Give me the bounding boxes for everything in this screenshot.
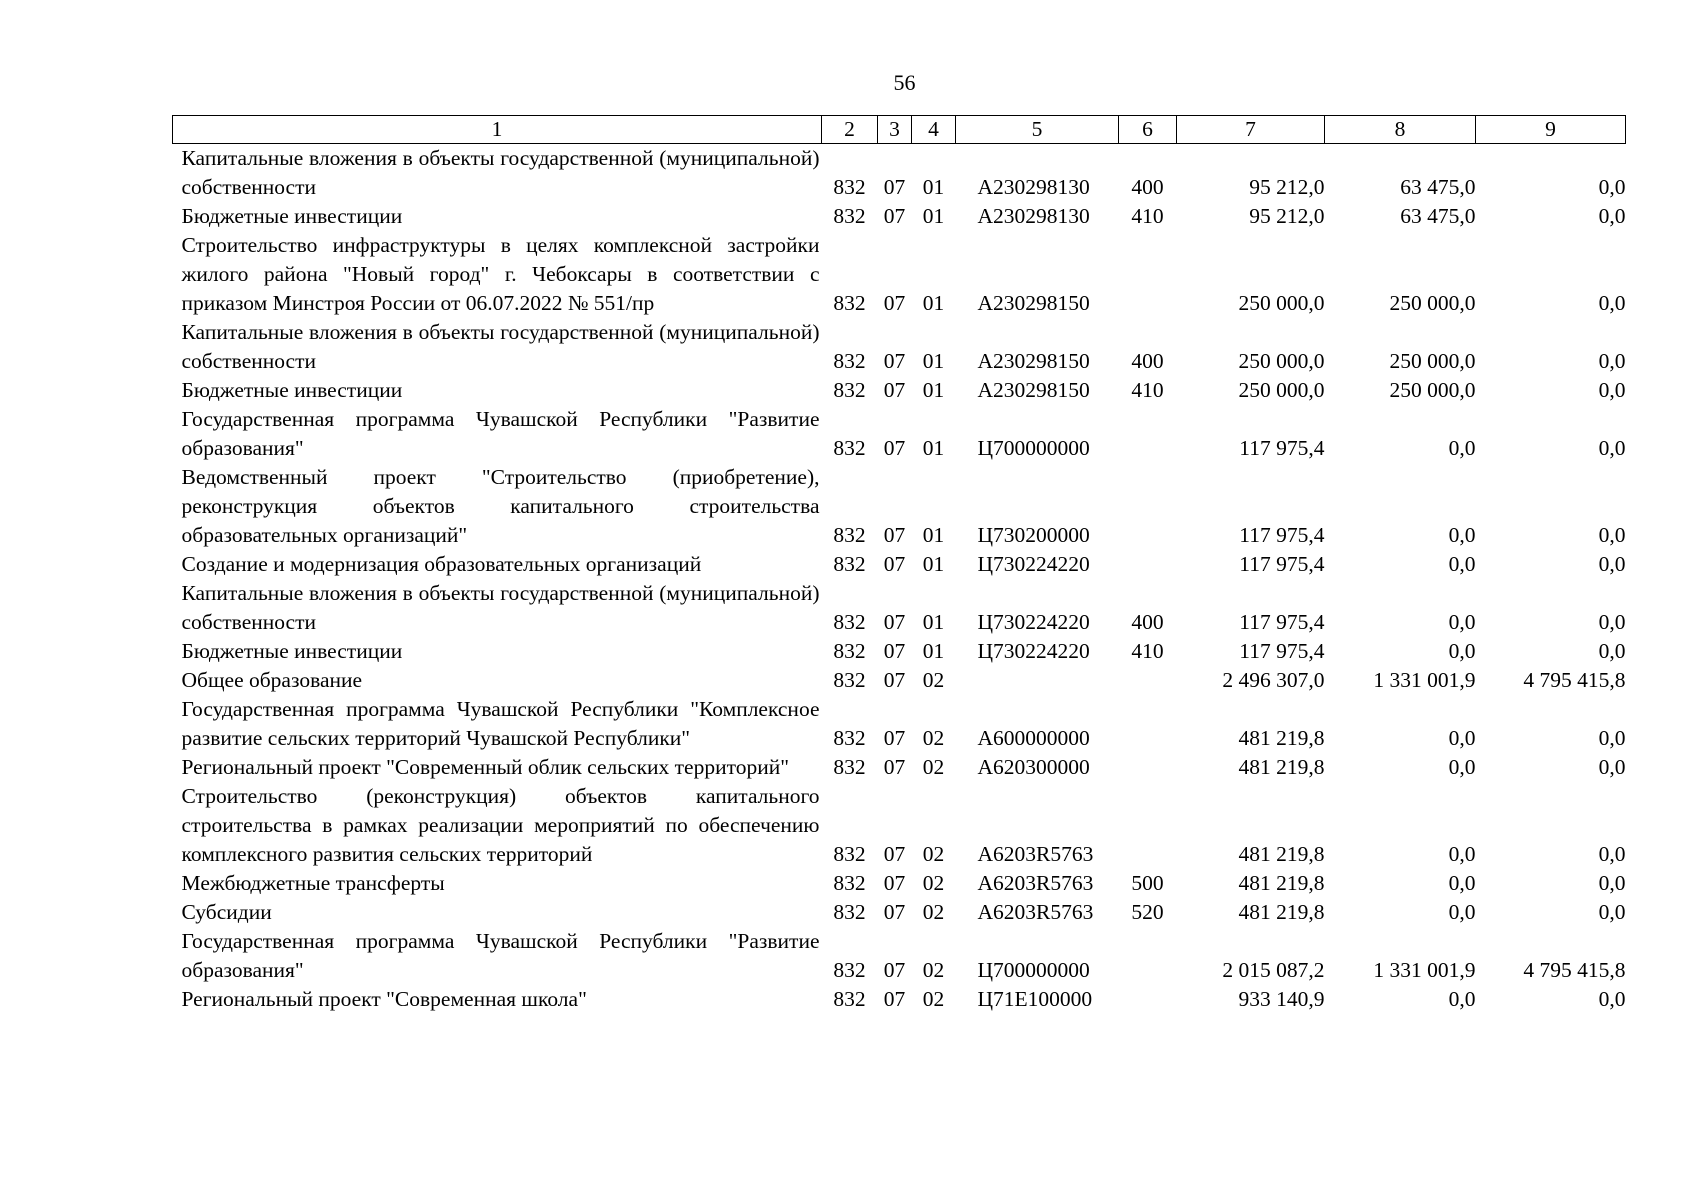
row-subsection: 02 — [922, 726, 945, 750]
row-target-article: А6203R5763 — [977, 871, 1094, 895]
row-name: Бюджетные инвестиции — [181, 639, 403, 663]
table-row — [173, 869, 1626, 898]
row-section: 07 — [883, 175, 906, 199]
column-header-1: 1 — [173, 116, 822, 144]
row-section: 07 — [883, 610, 906, 634]
row-target-article: Ц730200000 — [977, 523, 1090, 547]
row-expense-type — [1119, 405, 1177, 463]
row-amount-col9: 4 795 415,8 — [1523, 668, 1626, 692]
row-expense-type — [1119, 666, 1177, 695]
row-amount-col9: 0,0 — [1598, 726, 1626, 750]
row-amount-col9: 4 795 415,8 — [1523, 958, 1626, 982]
table-body — [173, 144, 1626, 1015]
row-amount-col7: 250 000,0 — [1238, 291, 1325, 315]
row-amount-col7: 481 219,8 — [1238, 726, 1325, 750]
row-expense-type: 410 — [1131, 204, 1164, 228]
row-section: 07 — [883, 291, 906, 315]
table-row — [173, 231, 1626, 318]
header-row — [173, 116, 1626, 144]
row-amount-col7: 117 975,4 — [1239, 552, 1325, 576]
row-amount-col7: 117 975,4 — [1239, 610, 1325, 634]
column-header-8: 8 — [1325, 116, 1476, 144]
row-subsection: 01 — [922, 610, 945, 634]
row-subsection: 01 — [922, 291, 945, 315]
row-admin-code: 832 — [833, 987, 866, 1011]
row-target-article: А230298130 — [977, 204, 1090, 228]
table-header — [173, 116, 1626, 144]
row-subsection: 02 — [922, 987, 945, 1011]
row-target-article: А230298150 — [977, 378, 1090, 402]
row-amount-col7: 481 219,8 — [1238, 755, 1325, 779]
row-amount-col8: 250 000,0 — [1389, 291, 1476, 315]
row-expense-type — [1119, 927, 1177, 985]
row-amount-col7: 2 015 087,2 — [1222, 958, 1325, 982]
row-target-article: Ц700000000 — [977, 436, 1090, 460]
row-amount-col9: 0,0 — [1598, 436, 1626, 460]
row-subsection: 02 — [922, 668, 945, 692]
row-expense-type — [1119, 695, 1177, 753]
row-amount-col8: 0,0 — [1448, 755, 1476, 779]
row-name: Строительство инфраструктуры в целях комплексной застройки жилого района "Новый город" г. Чебоксары в соответствии с приказом Минстроя России от 06.07.2022 № 551/пр — [181, 233, 820, 315]
table-row — [173, 898, 1626, 927]
row-target-article: А230298150 — [977, 349, 1090, 373]
table-row — [173, 985, 1626, 1014]
row-expense-type — [1119, 782, 1177, 869]
row-amount-col8: 0,0 — [1448, 842, 1476, 866]
row-section: 07 — [883, 523, 906, 547]
row-amount-col8: 0,0 — [1448, 871, 1476, 895]
table-row — [173, 376, 1626, 405]
row-amount-col8: 0,0 — [1448, 610, 1476, 634]
row-amount-col7: 481 219,8 — [1238, 900, 1325, 924]
row-target-article: Ц730224220 — [977, 639, 1090, 663]
row-section: 07 — [883, 378, 906, 402]
row-amount-col8: 0,0 — [1448, 900, 1476, 924]
row-name: Капитальные вложения в объекты государственной (муниципальной) собственности — [181, 146, 820, 199]
row-target-article: Ц730224220 — [977, 610, 1090, 634]
row-amount-col7: 481 219,8 — [1238, 871, 1325, 895]
row-amount-col7: 250 000,0 — [1238, 349, 1325, 373]
row-admin-code: 832 — [833, 871, 866, 895]
row-amount-col9: 0,0 — [1598, 523, 1626, 547]
row-amount-col7: 2 496 307,0 — [1222, 668, 1325, 692]
row-amount-col8: 63 475,0 — [1400, 175, 1476, 199]
row-amount-col7: 117 975,4 — [1239, 639, 1325, 663]
row-amount-col8: 0,0 — [1448, 987, 1476, 1011]
row-subsection: 01 — [922, 552, 945, 576]
row-admin-code: 832 — [833, 523, 866, 547]
row-section: 07 — [883, 726, 906, 750]
row-amount-col9: 0,0 — [1598, 378, 1626, 402]
table-row — [173, 579, 1626, 637]
row-amount-col9: 0,0 — [1598, 175, 1626, 199]
row-admin-code: 832 — [833, 349, 866, 373]
row-target-article: А230298130 — [977, 175, 1090, 199]
row-admin-code: 832 — [833, 668, 866, 692]
row-admin-code: 832 — [833, 639, 866, 663]
row-target-article — [956, 666, 1119, 695]
row-amount-col8: 0,0 — [1448, 552, 1476, 576]
row-amount-col8: 0,0 — [1448, 523, 1476, 547]
row-name: Строительство (реконструкция) объектов капитального строительства в рамках реализации мероприятий по обеспечению комплексного развития сельских территорий — [181, 784, 820, 866]
row-name: Межбюджетные трансферты — [181, 871, 445, 895]
row-expense-type: 400 — [1131, 349, 1164, 373]
column-header-3: 3 — [878, 116, 912, 144]
table-row — [173, 318, 1626, 376]
row-section: 07 — [883, 755, 906, 779]
row-name: Капитальные вложения в объекты государственной (муниципальной) собственности — [181, 320, 820, 373]
row-subsection: 02 — [922, 958, 945, 982]
row-expense-type: 400 — [1131, 610, 1164, 634]
table-row — [173, 666, 1626, 695]
table-row — [173, 202, 1626, 231]
row-section: 07 — [883, 436, 906, 460]
row-expense-type: 500 — [1131, 871, 1164, 895]
row-subsection: 01 — [922, 204, 945, 228]
row-expense-type — [1119, 753, 1177, 782]
row-section: 07 — [883, 871, 906, 895]
row-subsection: 02 — [922, 871, 945, 895]
row-target-article: А230298150 — [977, 291, 1090, 315]
row-name: Бюджетные инвестиции — [181, 378, 403, 402]
page-number: 56 — [893, 70, 916, 95]
row-section: 07 — [883, 668, 906, 692]
row-amount-col9: 0,0 — [1598, 204, 1626, 228]
row-subsection: 02 — [922, 900, 945, 924]
row-subsection: 02 — [922, 842, 945, 866]
column-header-6: 6 — [1119, 116, 1177, 144]
table-row — [173, 405, 1626, 463]
table-row — [173, 144, 1626, 203]
table-row — [173, 753, 1626, 782]
row-amount-col9: 0,0 — [1598, 900, 1626, 924]
row-expense-type: 400 — [1131, 175, 1164, 199]
row-admin-code: 832 — [833, 436, 866, 460]
row-name: Региональный проект "Современная школа" — [181, 987, 587, 1011]
row-name: Государственная программа Чувашской Республики "Комплексное развитие сельских территорий Чувашской Республики" — [181, 697, 820, 750]
row-admin-code: 832 — [833, 291, 866, 315]
row-amount-col8: 0,0 — [1448, 639, 1476, 663]
row-amount-col9: 0,0 — [1598, 639, 1626, 663]
column-header-4: 4 — [912, 116, 956, 144]
row-target-article: Ц71Е100000 — [977, 987, 1093, 1011]
row-amount-col9: 0,0 — [1598, 755, 1626, 779]
row-section: 07 — [883, 639, 906, 663]
column-header-5: 5 — [956, 116, 1119, 144]
row-expense-type: 410 — [1131, 639, 1164, 663]
table-row — [173, 782, 1626, 869]
table-row — [173, 927, 1626, 985]
row-admin-code: 832 — [833, 378, 866, 402]
budget-table — [172, 115, 1626, 1014]
row-amount-col7: 117 975,4 — [1239, 523, 1325, 547]
row-target-article: Ц730224220 — [977, 552, 1090, 576]
row-amount-col8: 250 000,0 — [1389, 349, 1476, 373]
row-subsection: 01 — [922, 523, 945, 547]
row-amount-col7: 250 000,0 — [1238, 378, 1325, 402]
row-subsection: 01 — [922, 639, 945, 663]
row-expense-type — [1119, 985, 1177, 1014]
row-amount-col9: 0,0 — [1598, 610, 1626, 634]
row-amount-col7: 933 140,9 — [1238, 987, 1325, 1011]
row-expense-type: 410 — [1131, 378, 1164, 402]
row-subsection: 02 — [922, 755, 945, 779]
row-expense-type — [1119, 231, 1177, 318]
row-subsection: 01 — [922, 436, 945, 460]
row-amount-col7: 481 219,8 — [1238, 842, 1325, 866]
table-row — [173, 637, 1626, 666]
row-amount-col8: 0,0 — [1448, 436, 1476, 460]
row-amount-col7: 95 212,0 — [1249, 175, 1325, 199]
row-subsection: 01 — [922, 175, 945, 199]
row-admin-code: 832 — [833, 755, 866, 779]
row-amount-col8: 1 331 001,9 — [1373, 668, 1476, 692]
row-amount-col8: 63 475,0 — [1400, 204, 1476, 228]
row-amount-col9: 0,0 — [1598, 552, 1626, 576]
row-name: Бюджетные инвестиции — [181, 204, 403, 228]
column-header-9: 9 — [1476, 116, 1626, 144]
row-admin-code: 832 — [833, 552, 866, 576]
row-name: Капитальные вложения в объекты государственной (муниципальной) собственности — [181, 581, 820, 634]
row-admin-code: 832 — [833, 726, 866, 750]
row-section: 07 — [883, 900, 906, 924]
table-row — [173, 463, 1626, 550]
row-section: 07 — [883, 204, 906, 228]
row-name: Государственная программа Чувашской Республики "Развитие образования" — [181, 407, 820, 460]
row-admin-code: 832 — [833, 900, 866, 924]
table-row — [173, 550, 1626, 579]
row-amount-col9: 0,0 — [1598, 987, 1626, 1011]
row-name: Создание и модернизация образовательных организаций — [181, 552, 702, 576]
row-amount-col9: 0,0 — [1598, 291, 1626, 315]
row-target-article: Ц700000000 — [977, 958, 1090, 982]
row-target-article: А600000000 — [977, 726, 1090, 750]
row-name: Региональный проект "Современный облик сельских территорий" — [181, 755, 789, 779]
row-amount-col8: 250 000,0 — [1389, 378, 1476, 402]
row-amount-col9: 0,0 — [1598, 842, 1626, 866]
row-name: Ведомственный проект "Строительство (приобретение), реконструкция объектов капитального строительства образовательных организаций" — [181, 465, 820, 547]
row-name: Государственная программа Чувашской Республики "Развитие образования" — [181, 929, 820, 982]
column-header-2: 2 — [822, 116, 878, 144]
row-amount-col8: 0,0 — [1448, 726, 1476, 750]
row-target-article: А6203R5763 — [977, 900, 1094, 924]
row-amount-col9: 0,0 — [1598, 349, 1626, 373]
row-name: Субсидии — [181, 900, 272, 924]
row-expense-type — [1119, 463, 1177, 550]
row-amount-col9: 0,0 — [1598, 871, 1626, 895]
row-section: 07 — [883, 349, 906, 373]
row-expense-type — [1119, 550, 1177, 579]
row-expense-type: 520 — [1131, 900, 1164, 924]
row-subsection: 01 — [922, 349, 945, 373]
row-target-article: А620300000 — [977, 755, 1090, 779]
row-admin-code: 832 — [833, 958, 866, 982]
row-section: 07 — [883, 987, 906, 1011]
row-admin-code: 832 — [833, 175, 866, 199]
row-admin-code: 832 — [833, 204, 866, 228]
row-section: 07 — [883, 552, 906, 576]
row-section: 07 — [883, 958, 906, 982]
row-admin-code: 832 — [833, 610, 866, 634]
row-subsection: 01 — [922, 378, 945, 402]
column-header-7: 7 — [1177, 116, 1325, 144]
row-name: Общее образование — [181, 668, 363, 692]
table-row — [173, 695, 1626, 753]
row-amount-col7: 95 212,0 — [1249, 204, 1325, 228]
row-admin-code: 832 — [833, 842, 866, 866]
row-section: 07 — [883, 842, 906, 866]
row-amount-col8: 1 331 001,9 — [1373, 958, 1476, 982]
row-amount-col7: 117 975,4 — [1239, 436, 1325, 460]
row-target-article: А6203R5763 — [977, 842, 1094, 866]
